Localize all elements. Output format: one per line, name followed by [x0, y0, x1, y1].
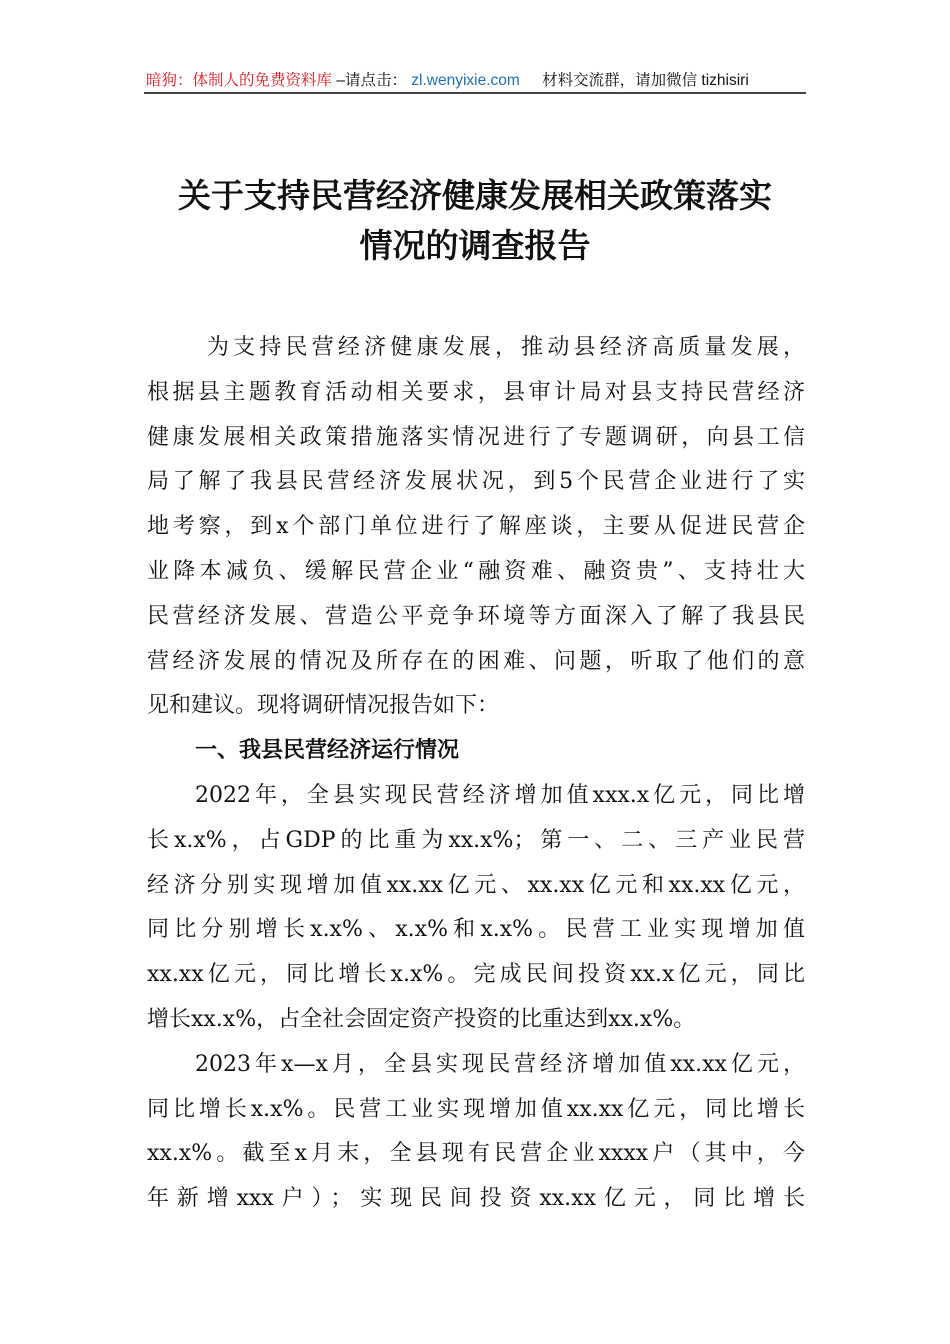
paragraph-line: xx.xx亿元，同比增长x.x%。完成民间投资xx.x亿元，同比: [147, 962, 805, 988]
paragraph-line: xx.x%。截至x月末，全县现有民营企业xxxx户（其中，今: [147, 1141, 805, 1167]
paragraph-line: 同比增长x.x%。民营工业实现增加值xx.xx亿元，同比增长: [147, 1096, 805, 1122]
paragraph-line: 根据县主题教育活动相关要求，县审计局对县支持民营经济: [147, 379, 805, 405]
paragraph-line: 民营经济发展、营造公平竞争环境等方面深入了解了我县民: [147, 603, 805, 629]
header-banner: [146, 68, 806, 90]
title-line: 关于支持民营经济健康发展相关政策落实: [178, 176, 772, 215]
paragraph-line: 见和建议。现将调研情况报告如下：: [147, 693, 500, 719]
section-heading: 一、我县民营经济运行情况: [195, 738, 460, 764]
paragraph-line: 同比分别增长x.x%、x.x%和x.x%。民营工业实现增加值: [147, 917, 805, 943]
paragraph-line: 为支持民营经济健康发展，推动县经济高质量发展，: [207, 335, 805, 360]
paragraph-line: 增长xx.x%，占全社会固定资产投资的比重达到xx.x%。: [147, 1006, 696, 1032]
paragraph-line: 营经济发展的情况及所存在的困难、问题，听取了他们的意: [147, 648, 805, 674]
title-line: 情况的调查报告: [359, 226, 591, 265]
header-link[interactable]: zl.wenyixie.com: [411, 72, 520, 89]
paragraph-line: 经济分别实现增加值xx.xx亿元、xx.xx亿元和xx.xx亿元，: [147, 872, 805, 898]
paragraph-line: 2023年x—x月，全县实现民营经济增加值xx.xx亿元，: [195, 1051, 805, 1077]
paragraph-line: 地考察，到x个部门单位进行了解座谈，主要从促进民营企: [147, 514, 805, 540]
header-source: 暗狗：体制人的免费资料库: [146, 72, 333, 89]
document-body: [147, 326, 805, 1222]
paragraph-line: 年新增xxx户）；实现民间投资xx.xx亿元，同比增长: [147, 1186, 805, 1212]
paragraph-line: 2022年，全县实现民营经济增加值xxx.x亿元，同比增: [195, 782, 805, 808]
header-divider: [144, 92, 806, 94]
header-prompt: –请点击：: [336, 72, 407, 89]
paragraph-line: 健康发展相关政策措施落实情况进行了专题调研，向县工信: [147, 424, 805, 450]
paragraph-line: 业降本减负、缓解民营企业“融资难、融资贵”、支持壮大: [147, 558, 805, 584]
paragraph-line: 局了解了我县民营经济发展状况，到5个民营企业进行了实: [147, 469, 805, 495]
paragraph-line: 长x.x%，占GDP的比重为xx.x%；第一、二、三产业民营: [147, 827, 805, 853]
header-contact: 材料交流群，请加微信 tizhisiri: [542, 72, 749, 89]
document-title: [100, 171, 850, 271]
